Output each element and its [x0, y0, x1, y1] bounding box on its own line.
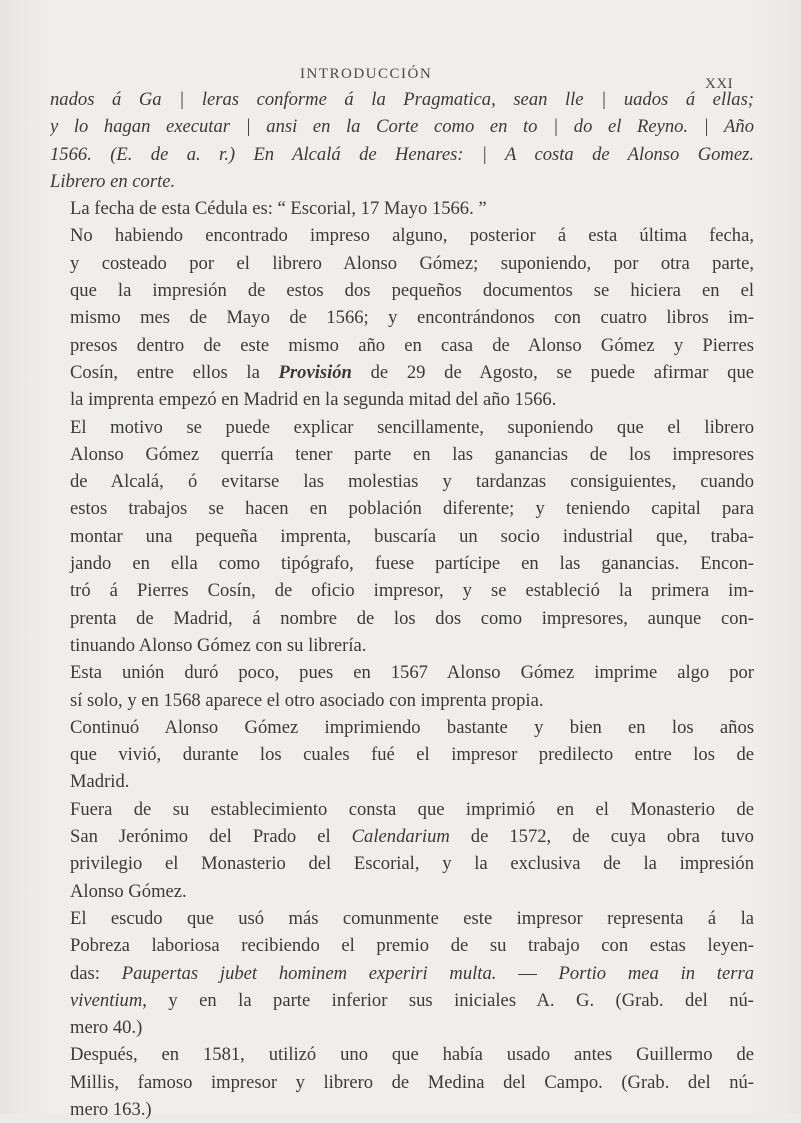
text-line: Alonso Gómez querría tener parte en las ganancias de los impresores — [70, 443, 754, 465]
text-line: mero 163.) — [70, 1098, 152, 1120]
text-line: y costeado por el librero Alonso Gómez; suponiendo, por otra parte, — [70, 252, 754, 274]
text-line: prenta de Madrid, á nombre de los dos como impresores, aunque con- — [70, 607, 754, 629]
text-line: 1566. (E. de a. r.) En Alcalá de Henares: | A costa de Alonso Gomez. — [50, 143, 754, 165]
emphasis-text: Portio mea in terra — [558, 962, 754, 984]
text-line: mero 40.) — [70, 1017, 143, 1039]
text-line: Alonso Gómez. — [70, 880, 187, 902]
text-line: que vivió, durante los cuales fué el impresor predilecto entre los de — [70, 744, 754, 766]
text-line: Madrid. — [70, 771, 130, 793]
paragraph — [50, 195, 754, 222]
emphasis-text: Paupertas jubet hominem experiri multa. — [121, 962, 497, 984]
text-line: tinuando Alonso Gómez con su librería. — [70, 634, 367, 656]
body-text — [50, 86, 754, 1123]
text-line: y lo hagan executar | ansi en la Corte como en to | do el Reyno. | Año — [50, 116, 754, 138]
paragraph-title-continuation — [50, 86, 754, 195]
text-line: El escudo que usó más comunmente este impresor representa á la — [70, 907, 754, 929]
paragraph — [50, 659, 754, 714]
text-line: Librero en corte. — [50, 170, 176, 192]
text-line: jando en ella como tipógrafo, fuese partícipe en las ganancias. Encon- — [70, 553, 754, 575]
text-line: presos dentro de este mismo año en casa de Alonso Gómez y Pierres — [70, 334, 754, 356]
text-line: Continuó Alonso Gómez imprimiendo bastante y bien en los años — [70, 716, 754, 738]
text-line: montar una pequeña imprenta, buscaría un socio industrial que, traba- — [70, 525, 754, 547]
emphasis-text: Provisión — [278, 361, 352, 383]
text-line: Después, en 1581, utilizó uno que había usado antes Guillermo de — [70, 1044, 754, 1066]
text-line: Esta unión duró poco, pues en 1567 Alonso Gómez imprime algo por — [70, 662, 754, 684]
text-line: Pobreza laboriosa recibiendo el premio de su trabajo con estas leyen- — [70, 935, 754, 957]
text-line: tró á Pierres Cosín, de oficio impresor, y se estableció la primera im- — [70, 580, 754, 602]
text-line: sí solo, y en 1568 aparece el otro asociado con imprenta propia. — [70, 689, 544, 711]
text-line: estos trabajos se hacen en población diferente; y teniendo capital para — [70, 498, 754, 520]
text-line: que la impresión de estos dos pequeños documentos se hiciera en el — [70, 280, 754, 302]
text-line: privilegio el Monasterio del Escorial, y la exclusiva de la impresión — [70, 853, 754, 875]
text-line: El motivo se puede explicar sencillamente, suponiendo que el librero — [70, 416, 754, 438]
emphasis-text: viventium — [70, 989, 143, 1011]
text-line: Cosín, entre ellos la Provisión de 29 de Agosto, se puede afirmar que — [70, 361, 754, 383]
page-number: XXI — [705, 76, 734, 92]
text-line: nados á Ga | leras conforme á la Pragmatica, sean lle | uados á ellas; — [50, 89, 754, 110]
emphasis-text: Calendarium — [351, 826, 450, 848]
text-line: Fuera de su establecimiento consta que imprimió en el Monasterio de — [70, 798, 754, 820]
paragraph — [50, 714, 754, 796]
header-title: INTRODUCCIÓN — [300, 66, 433, 82]
text-line: San Jerónimo del Prado el Calendarium de 1572, de cuya obra tuvo — [70, 826, 754, 848]
text-line: viventium, y en la parte inferior sus iniciales A. G. (Grab. del nú- — [70, 989, 754, 1011]
text-line: La fecha de esta Cédula es: “ Escorial, 17 Mayo 1566. ” — [70, 198, 487, 220]
text-line: das: Paupertas jubet hominem experiri multa. — Portio mea in terra — [70, 962, 754, 984]
paragraph — [50, 414, 754, 660]
text-line: la imprenta empezó en Madrid en la segunda mitad del año 1566. — [70, 389, 557, 411]
paragraph — [50, 1041, 754, 1123]
text-line: mismo mes de Mayo de 1566; y encontrándonos con cuatro libros im- — [70, 307, 754, 329]
text-line: No habiendo encontrado impreso alguno, posterior á esta última fecha, — [70, 225, 754, 247]
paragraph — [50, 222, 754, 413]
paragraph — [50, 905, 754, 1041]
paragraph — [50, 796, 754, 905]
text-line: Millis, famoso impresor y librero de Medina del Campo. (Grab. del nú- — [70, 1071, 754, 1093]
text-line: de Alcalá, ó evitarse las molestias y tardanzas consiguientes, cuando — [70, 471, 754, 493]
